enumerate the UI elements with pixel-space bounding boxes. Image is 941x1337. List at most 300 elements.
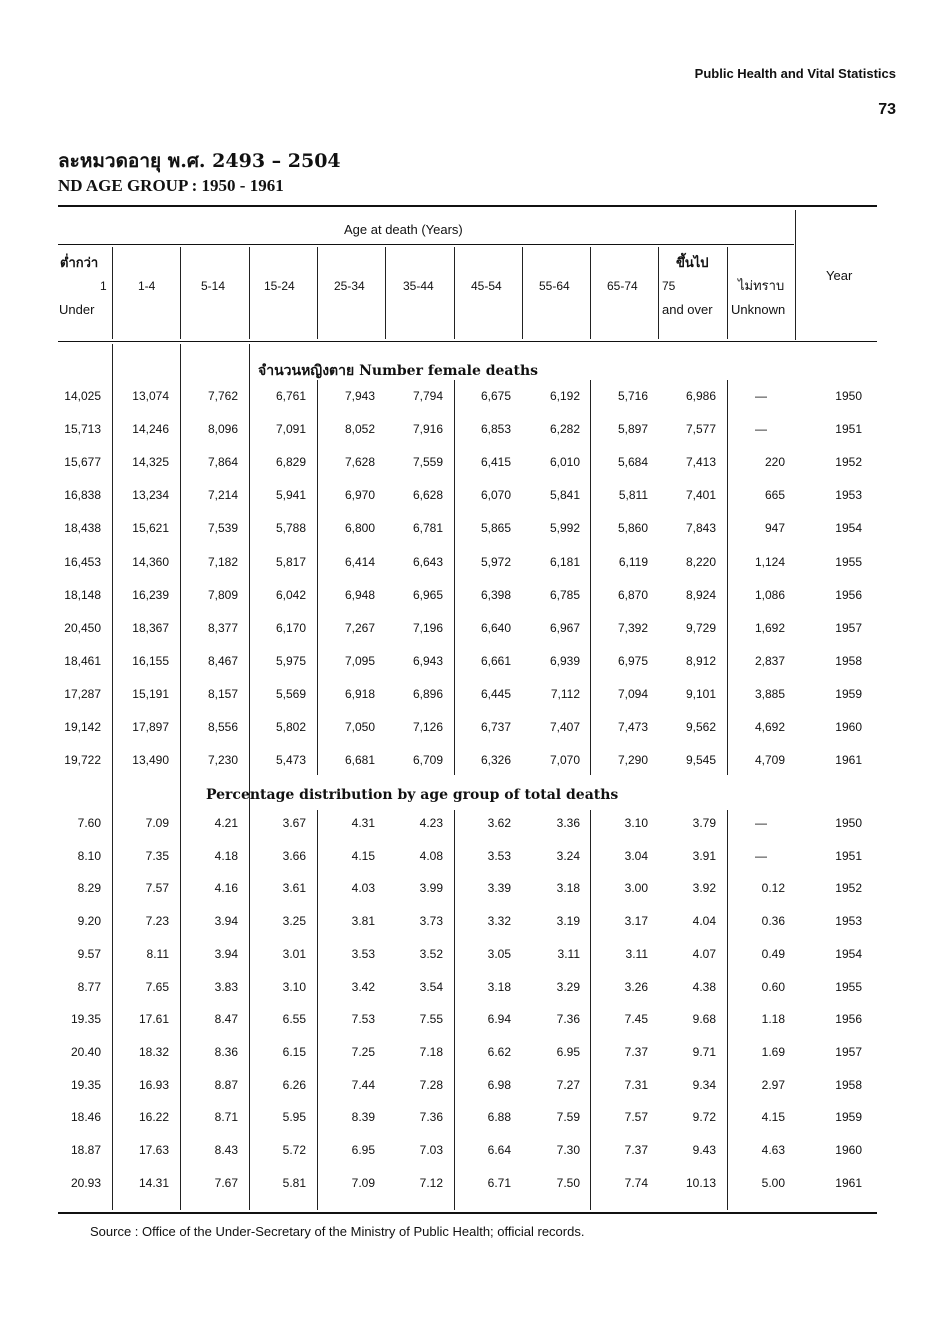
cell-5-14: 4.18 [214,848,238,863]
cell-15-24: 5.81 [282,1175,306,1190]
cell-1-4: 8.11 [146,946,169,961]
cell-65-74: 7,094 [617,686,648,701]
col-75-label: and over [662,302,713,317]
cell-25-34: 4.15 [351,848,375,863]
cell-year: 1960 [835,720,862,734]
cell-35-44: 6,781 [412,521,443,536]
cell-15-24: 7,091 [275,422,306,437]
cell-5-14: 3.94 [214,914,238,929]
cell-75-over: 9.43 [692,1143,716,1157]
cell-45-54: 6,445 [480,686,511,701]
cell-65-74: 7.37 [624,1143,648,1157]
cell-unknown: 1,086 [754,587,785,602]
col-under1-label: Under [59,302,95,317]
col-unknown-label: Unknown [731,302,786,317]
cell-65-74: 3.00 [624,881,648,896]
cell-55-64: 7.27 [556,1077,580,1092]
table-row [0,585,941,605]
cell-55-64: 3.36 [556,816,580,830]
cell-year: 1956 [835,587,862,602]
table-row [0,386,941,406]
cell-1-4: 7.23 [145,914,169,929]
cell-55-64: 7,112 [550,686,580,701]
cell-1-4: 13,074 [132,389,169,403]
cell-35-44: 7,559 [412,455,443,470]
cell-15-24: 5,817 [275,554,306,569]
cell-45-54: 6.88 [487,1110,511,1125]
cell-45-54: 6,398 [480,587,511,602]
cell-25-34: 7.09 [351,1175,375,1190]
cell-65-74: 7.45 [624,1012,648,1027]
cell-65-74: 5,860 [617,521,648,536]
cell-15-24: 5,788 [275,521,306,536]
cell-15-24: 6.15 [282,1044,306,1059]
cell-75-over: 8,912 [685,653,716,668]
body-divider [727,380,728,775]
cell-unknown: — [755,816,767,830]
cell-under-1: 18,438 [64,521,101,536]
table-row [0,813,941,833]
cell-under-1: 18.87 [70,1143,101,1157]
cell-unknown: 1.18 [761,1012,785,1027]
cell-15-24: 6,761 [275,389,306,403]
cell-1-4: 7.35 [145,848,169,863]
cell-45-54: 6,640 [480,620,511,635]
cell-1-4: 18,367 [132,620,169,635]
cell-1-4: 17.61 [138,1012,169,1027]
cell-under-1: 14,025 [64,389,101,403]
cell-1-4: 14,246 [132,422,169,437]
cell-unknown: 5.00 [761,1175,785,1190]
cell-under-1: 20.40 [70,1044,101,1059]
cell-45-54: 3.39 [487,881,511,896]
cell-25-34: 6,948 [344,587,375,602]
cell-year: 1951 [835,422,862,437]
cell-15-24: 5,569 [275,686,306,701]
cell-55-64: 7,070 [549,753,580,768]
cell-75-over: 9,545 [685,753,716,768]
col-35-44: 35-44 [403,279,434,293]
cell-75-over: 4.04 [692,914,716,929]
cell-35-44: 3.73 [419,914,443,929]
cell-1-4: 14,325 [132,455,169,470]
cell-year: 1950 [835,389,862,403]
cell-1-4: 14.31 [138,1175,169,1190]
cell-45-54: 3.18 [487,979,511,994]
cell-65-74: 7.74 [624,1175,648,1190]
col-75-thai: ขึ้นไป [676,256,709,271]
page-title-thai: ละหมวดอายุ พ.ศ. 2493 – 2504 [58,150,341,172]
cell-55-64: 3.29 [556,979,580,994]
cell-1-4: 13,490 [132,753,169,768]
cell-75-over: 3.79 [692,816,716,830]
cell-15-24: 3.25 [282,914,306,929]
cell-15-24: 3.61 [282,881,306,896]
cell-unknown: 4.15 [761,1110,785,1125]
col-unknown-thai: ไม่ทราบ [738,279,785,294]
cell-35-44: 7.36 [419,1110,443,1125]
cell-15-24: 6.55 [282,1012,306,1027]
cell-5-14: 3.83 [214,979,238,994]
cell-under-1: 20.93 [70,1175,101,1190]
cell-35-44: 3.52 [419,946,443,961]
cell-under-1: 8.10 [77,848,101,863]
cell-65-74: 6,975 [617,653,648,668]
cell-65-74: 7.31 [624,1077,648,1092]
cell-75-over: 9,729 [685,620,716,635]
cell-35-44: 7,916 [412,422,443,437]
cell-1-4: 7.57 [145,881,169,896]
cell-25-34: 8,052 [344,422,375,437]
cell-5-14: 8,377 [207,620,238,635]
cell-1-4: 15,621 [132,521,169,536]
table-row [0,651,941,671]
cell-unknown: — [755,422,767,437]
cell-5-14: 8,096 [207,422,238,437]
header-divider [385,247,386,339]
cell-under-1: 7.60 [77,816,101,830]
cell-65-74: 3.17 [624,914,648,929]
cell-45-54: 5,972 [480,554,511,569]
cell-15-24: 6,042 [275,587,306,602]
cell-15-24: 6.26 [282,1077,306,1092]
header-divider [454,247,455,339]
cell-35-44: 4.23 [419,816,443,830]
table-row [0,846,941,866]
cell-25-34: 4.31 [351,816,375,830]
cell-1-4: 7.09 [145,816,169,830]
cell-under-1: 19.35 [70,1077,101,1092]
cell-25-34: 7,943 [344,389,375,403]
cell-unknown: 0.49 [761,946,785,961]
cell-25-34: 6.95 [351,1143,375,1157]
cell-25-34: 6,918 [344,686,375,701]
col-25-34: 25-34 [334,279,365,293]
cell-45-54: 3.53 [487,848,511,863]
header-divider [180,247,181,339]
cell-under-1: 18.46 [70,1110,101,1125]
cell-1-4: 15,191 [132,686,169,701]
cell-55-64: 6,192 [549,389,580,403]
cell-under-1: 17,287 [64,686,101,701]
table-row [0,1075,941,1095]
table-row [0,552,941,572]
col-under1-thai: ต่ำกว่า [60,256,99,271]
cell-year: 1950 [835,816,862,830]
cell-55-64: 3.18 [556,881,580,896]
cell-year: 1961 [835,753,862,768]
cell-65-74: 7,392 [617,620,648,635]
cell-75-over: 3.92 [692,881,716,896]
cell-1-4: 17,897 [132,720,169,734]
cell-55-64: 7.36 [556,1012,580,1027]
table-row [0,1009,941,1029]
cell-55-64: 6,282 [549,422,580,437]
cell-year: 1953 [835,488,862,503]
cell-year: 1955 [835,554,862,569]
cell-75-over: 9,562 [685,720,716,734]
cell-unknown: 1.69 [761,1044,785,1059]
col-year: Year [826,268,853,283]
cell-45-54: 6,070 [480,488,511,503]
table-row [0,1107,941,1127]
cell-35-44: 7.55 [419,1012,443,1027]
cell-75-over: 10.13 [685,1175,716,1190]
cell-65-74: 7,473 [617,720,648,734]
cell-65-74: 3.11 [625,946,648,961]
cell-45-54: 6,415 [480,455,511,470]
cell-year: 1961 [835,1175,862,1190]
cell-1-4: 16,155 [132,653,169,668]
cell-under-1: 19.35 [70,1012,101,1027]
cell-unknown: 947 [764,521,785,536]
cell-75-over: 9,101 [685,686,716,701]
cell-55-64: 5,841 [549,488,580,503]
cell-25-34: 7.44 [351,1077,375,1092]
cell-5-14: 3.94 [214,946,238,961]
cell-55-64: 7,407 [549,720,580,734]
cell-25-34: 7.53 [351,1012,375,1027]
cell-25-34: 4.03 [351,881,375,896]
table-row [0,1173,941,1193]
table-row [0,977,941,997]
cell-unknown: — [755,848,767,863]
cell-75-over: 7,843 [685,521,716,536]
cell-15-24: 5,473 [275,753,306,768]
year-column-divider [795,210,796,340]
cell-65-74: 3.04 [624,848,648,863]
cell-65-74: 5,684 [617,455,648,470]
header-divider [590,247,591,339]
cell-1-4: 18.32 [138,1044,169,1059]
cell-year: 1956 [835,1012,862,1027]
cell-45-54: 6.71 [487,1175,511,1190]
cell-year: 1958 [835,653,862,668]
cell-45-54: 5,865 [480,521,511,536]
header-divider [249,247,250,339]
cell-5-14: 4.21 [214,816,238,830]
cell-15-24: 3.01 [282,946,306,961]
cell-1-4: 14,360 [132,554,169,569]
cell-35-44: 3.99 [419,881,443,896]
cell-75-over: 9.72 [692,1110,716,1125]
cell-unknown: 4,692 [754,720,785,734]
cell-65-74: 5,897 [617,422,648,437]
cell-65-74: 3.26 [624,979,648,994]
cell-5-14: 7,182 [207,554,238,569]
cell-55-64: 7.59 [556,1110,580,1125]
cell-45-54: 6,853 [480,422,511,437]
cell-75-over: 9.71 [692,1044,716,1059]
cell-45-54: 6,326 [480,753,511,768]
col-45-54: 45-54 [471,279,502,293]
cell-year: 1957 [835,620,862,635]
cell-75-over: 3.91 [692,848,716,863]
cell-1-4: 17.63 [138,1143,169,1157]
cell-35-44: 3.54 [419,979,443,994]
cell-25-34: 7,095 [344,653,375,668]
header-divider [522,247,523,339]
cell-65-74: 7.37 [624,1044,648,1059]
cell-45-54: 6,675 [480,389,511,403]
cell-55-64: 6,785 [549,587,580,602]
cell-5-14: 4.16 [214,881,238,896]
cell-35-44: 6,896 [412,686,443,701]
cell-under-1: 15,677 [64,455,101,470]
cell-unknown: 0.60 [761,979,785,994]
header-divider [112,247,113,339]
cell-5-14: 8,467 [207,653,238,668]
cell-25-34: 6,800 [344,521,375,536]
table-row [0,452,941,472]
cell-75-over: 9.68 [692,1012,716,1027]
cell-65-74: 3.10 [624,816,648,830]
cell-75-over: 8,220 [685,554,716,569]
cell-65-74: 6,870 [617,587,648,602]
cell-45-54: 6,737 [480,720,511,734]
cell-15-24: 3.67 [282,816,306,830]
cell-year: 1954 [835,946,862,961]
cell-5-14: 8,157 [207,686,238,701]
cell-55-64: 7.50 [556,1175,580,1190]
col-75-number: 75 [662,279,676,293]
cell-55-64: 5,992 [549,521,580,536]
cell-35-44: 6,965 [412,587,443,602]
cell-1-4: 16,239 [132,587,169,602]
cell-75-over: 4.07 [692,946,716,961]
cell-55-64: 6,010 [549,455,580,470]
cell-unknown: 0.36 [761,914,785,929]
running-head: Public Health and Vital Statistics [694,66,896,81]
cell-75-over: 7,577 [685,422,716,437]
col-55-64: 55-64 [539,279,570,293]
col-65-74: 65-74 [607,279,638,293]
cell-unknown: — [755,389,767,403]
cell-75-over: 7,401 [685,488,716,503]
age-group-header: Age at death (Years) [344,222,463,237]
cell-unknown: 3,885 [754,686,785,701]
cell-35-44: 4.08 [419,848,443,863]
cell-15-24: 3.10 [282,979,306,994]
cell-55-64: 6,181 [549,554,580,569]
cell-35-44: 7.03 [419,1143,443,1157]
section-title-percentage: Percentage distribution by age group of total deaths [206,787,619,803]
table-top-rule [58,205,877,207]
cell-15-24: 6,829 [275,455,306,470]
cell-25-34: 3.53 [351,946,375,961]
cell-under-1: 18,148 [64,587,101,602]
cell-25-34: 7,050 [344,720,375,734]
cell-65-74: 5,716 [617,389,648,403]
cell-unknown: 2.97 [761,1077,785,1092]
cell-35-44: 7.12 [419,1175,443,1190]
table-row [0,485,941,505]
table-row [0,750,941,770]
cell-45-54: 6.62 [487,1044,511,1059]
header-bottom-rule [58,341,877,342]
cell-year: 1959 [835,1110,862,1125]
cell-1-4: 7.65 [145,979,169,994]
source-note: Source : Office of the Under-Secretary of the Ministry of Public Health; official records. [90,1224,585,1239]
cell-under-1: 15,713 [64,422,101,437]
cell-55-64: 7.30 [556,1143,580,1157]
col-15-24: 15-24 [264,279,295,293]
cell-unknown: 1,692 [754,620,785,635]
cell-45-54: 3.32 [487,914,511,929]
cell-25-34: 3.81 [351,914,375,929]
header-divider [317,247,318,339]
body-divider [317,380,318,775]
cell-65-74: 7.57 [624,1110,648,1125]
cell-45-54: 6.64 [487,1143,511,1157]
cell-75-over: 8,924 [685,587,716,602]
cell-25-34: 7,267 [344,620,375,635]
cell-25-34: 6,970 [344,488,375,503]
cell-65-74: 7,290 [617,753,648,768]
cell-5-14: 7,762 [207,389,238,403]
cell-45-54: 3.62 [487,816,511,830]
cell-25-34: 8.39 [351,1110,375,1125]
cell-year: 1958 [835,1077,862,1092]
cell-unknown: 4.63 [761,1143,785,1157]
cell-55-64: 6.95 [556,1044,580,1059]
page-number: 73 [878,101,896,118]
table-row [0,944,941,964]
cell-year: 1954 [835,521,862,536]
cell-75-over: 6,986 [685,389,716,403]
cell-15-24: 5,802 [275,720,306,734]
table-row [0,1042,941,1062]
cell-75-over: 4.38 [692,979,716,994]
cell-65-74: 5,811 [618,488,648,503]
cell-year: 1952 [835,455,862,470]
cell-under-1: 16,453 [64,554,101,569]
cell-25-34: 7.25 [351,1044,375,1059]
cell-55-64: 3.19 [556,914,580,929]
table-row [0,1140,941,1160]
cell-65-74: 6,119 [618,554,648,569]
cell-35-44: 7,794 [412,389,443,403]
cell-under-1: 19,722 [64,753,101,768]
cell-year: 1953 [835,914,862,929]
cell-unknown: 2,837 [754,653,785,668]
cell-35-44: 7.28 [419,1077,443,1092]
cell-35-44: 7.18 [419,1044,443,1059]
cell-15-24: 5.72 [282,1143,306,1157]
cell-55-64: 6,967 [549,620,580,635]
cell-5-14: 8,556 [207,720,238,734]
table-bottom-rule [58,1212,877,1214]
cell-35-44: 7,196 [412,620,443,635]
cell-1-4: 16.93 [138,1077,169,1092]
cell-75-over: 7,413 [685,455,716,470]
cell-5-14: 8.71 [214,1110,238,1125]
cell-year: 1957 [835,1044,862,1059]
header-divider [727,247,728,339]
cell-1-4: 13,234 [132,488,169,503]
page-title-english: ND AGE GROUP : 1950 - 1961 [58,176,284,195]
cell-year: 1959 [835,686,862,701]
group-header-rule [58,244,794,245]
cell-year: 1955 [835,979,862,994]
table-row [0,518,941,538]
cell-under-1: 9.20 [77,914,101,929]
body-divider [590,380,591,775]
cell-year: 1951 [835,848,862,863]
cell-75-over: 9.34 [692,1077,716,1092]
cell-unknown: 665 [764,488,785,503]
cell-55-64: 6,939 [549,653,580,668]
